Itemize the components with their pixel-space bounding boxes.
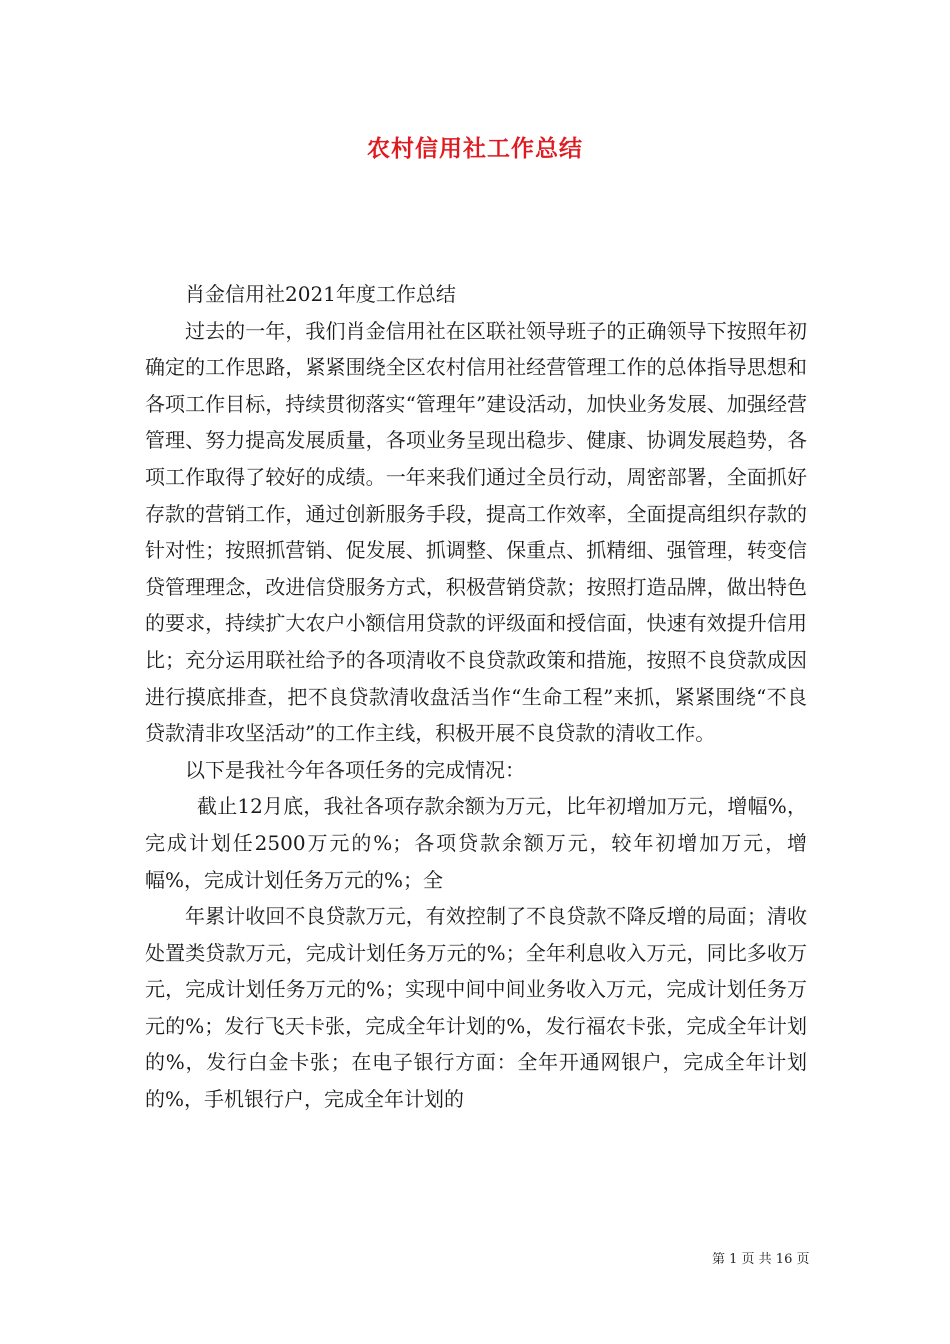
body-paragraph: 过去的一年，我们肖金信用社在区联社领导班子的正确领导下按照年初确定的工作思路，紧紧围绕全区农村信用社经营管理工作的总体指导思想和各项工作目标，持续贯彻落实“管理年”建设活动，加快业务发展、加强经营管理、努力提高发展质量，各项业务呈现出稳步、健康、协调发展趋势，各项工作取得了较好的成绩。一年来我们通过全员行动，周密部署，全面抓好存款的营销工作，通过创新服务手段，提高工作效率，全面提高组织存款的针对性；按照抓营销、促发展、抓调整、保重点、抓精细、强管理，转变信贷管理理念，改进信贷服务方式，积极营销贷款；按照打造品牌，做出特色的要求，持续扩大农户小额信用贷款的评级面和授信面，快速有效提升信用比；充分运用联社给予的各项清收不良贷款政策和措施，按照不良贷款成因进行摸底排查，把不良贷款清收盘活当作“生命工程”来抓，紧紧围绕“不良贷款清非攻坚活动”的工作主线，积极开展不良贷款的清收工作。 (145, 318, 807, 746)
body-paragraph: 以下是我社今年各项任务的完成情况： (185, 757, 525, 782)
page-number-indicator: 第 1 页 共 16 页 (712, 1252, 810, 1267)
document-subtitle: 肖金信用社2021年度工作总结 (185, 282, 456, 306)
body-paragraph: 截止12月底，我社各项存款余额为万元，比年初增加万元，增幅%，完成计划任2500万元的%；各项贷款余额万元，较年初增加万元，增幅%，完成计划任务万元的%；全 (145, 794, 807, 892)
body-paragraph: 年累计收回不良贷款万元，有效控制了不良贷款不降反增的局面；清收处置类贷款万元，完成计划任务万元的%；全年利息收入万元，同比多收万元，完成计划任务万元的%；实现中间中间业务收入万元，完成计划任务万元的%；发行飞天卡张，完成全年计划的%，发行福农卡张，完成全年计划的%，发行白金卡张；在电子银行方面：全年开通网银户，完成全年计划的%，手机银行户，完成全年计划的 (145, 904, 807, 1112)
document-body (145, 276, 807, 1118)
document-title: 农村信用社工作总结 (367, 135, 583, 162)
